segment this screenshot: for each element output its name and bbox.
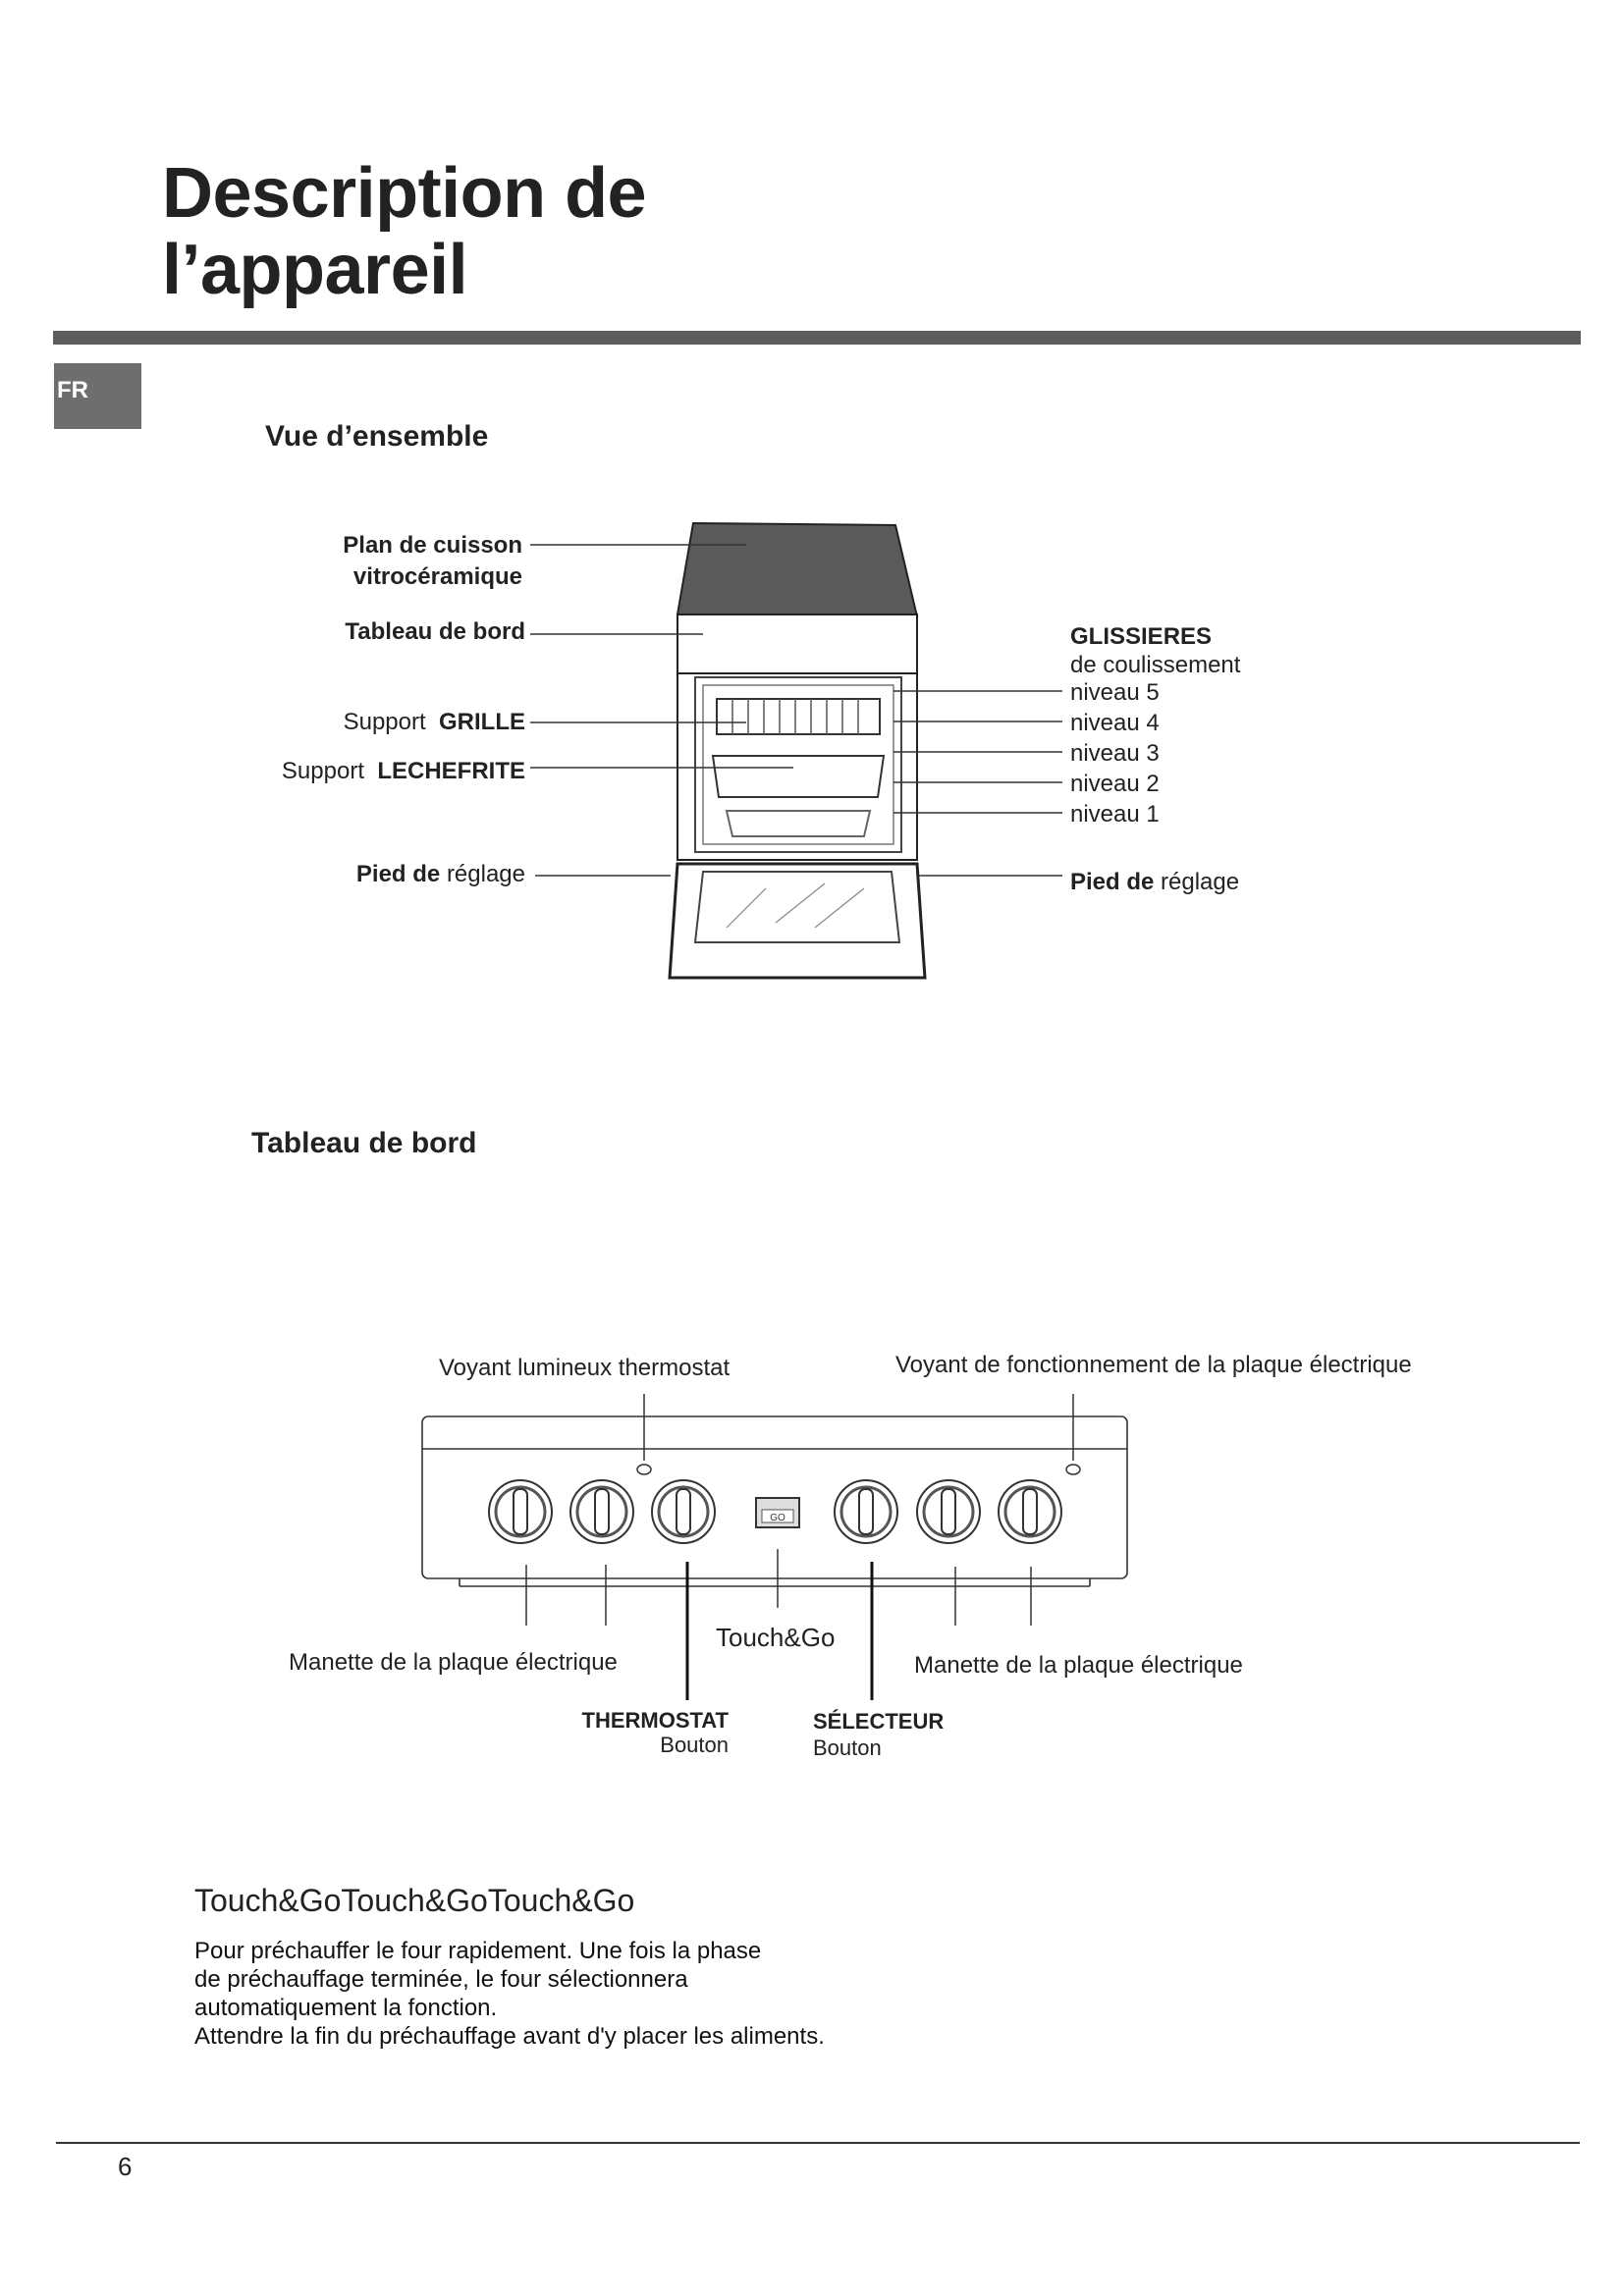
label-foot-left-bold: Pied de [355, 861, 441, 887]
control-panel-heading: Tableau de bord [251, 1127, 477, 1159]
label-selector-sub: Bouton [813, 1735, 882, 1760]
label-level-5: niveau 5 [1070, 679, 1160, 706]
label-glissieres-bold: GLISSIERES [1070, 623, 1213, 650]
label-selector-bold: SÉLECTEUR [813, 1709, 945, 1734]
language-tab-label: FR [57, 377, 88, 403]
page-title-line1: Description de [162, 154, 647, 233]
label-foot-right-rest: réglage [1161, 869, 1240, 895]
footer-divider [56, 2142, 1580, 2144]
label-level-4: niveau 4 [1070, 710, 1160, 736]
label-hotplate-light: Voyant de fonctionnement de la plaque électrique [895, 1352, 1412, 1378]
thermostat-indicator-light [637, 1465, 651, 1474]
page-title-line2: l’appareil [162, 231, 468, 309]
knob-hotplate-2 [570, 1480, 633, 1543]
knob-thermostat [652, 1480, 715, 1543]
label-level-3: niveau 3 [1070, 740, 1160, 767]
label-cooktop-line1: Plan de cuisson [343, 532, 522, 559]
hotplate-indicator-light [1066, 1465, 1080, 1474]
label-grille-prefix: Support [343, 709, 426, 735]
touch-go-heading: Touch&GoTouch&GoTouch&Go [194, 1883, 635, 1918]
label-thermostat [511, 1708, 729, 1757]
label-control-panel-text: Tableau de bord [345, 618, 525, 645]
touch-go-button-text: GO [770, 1513, 785, 1523]
overview-heading: Vue d’ensemble [265, 420, 489, 453]
touch-go-line-1: Pour préchauffer le four rapidement. Une fois la phase [194, 1938, 762, 1964]
touch-go-description [194, 1937, 825, 2051]
knob-hotplate-1 [489, 1480, 552, 1543]
label-thermostat-light: Voyant lumineux thermostat [439, 1355, 731, 1381]
label-foot-left-rest: réglage [446, 861, 525, 887]
label-glissieres-sub: de coulissement [1070, 652, 1241, 678]
label-hotplate-knob-right: Manette de la plaque électrique [914, 1652, 1243, 1679]
knob-selector [835, 1480, 897, 1543]
label-grille-bold: GRILLE [439, 709, 525, 735]
label-hotplate-knob-left: Manette de la plaque électrique [289, 1649, 618, 1676]
label-lechefrite-prefix: Support [281, 758, 364, 784]
label-touch-go: Touch&Go [716, 1623, 836, 1652]
knob-hotplate-4 [999, 1480, 1061, 1543]
touch-go-line-2: de préchauffage terminée, le four sélectionnera [194, 1966, 688, 1993]
touch-go-line-4: Attendre la fin du préchauffage avant d'y placer les aliments. [194, 2023, 825, 2050]
label-foot-right-bold: Pied de [1070, 869, 1155, 895]
label-level-2: niveau 2 [1070, 771, 1160, 797]
label-selector [813, 1708, 944, 1761]
label-thermostat-sub: Bouton [660, 1733, 729, 1757]
label-level-1: niveau 1 [1070, 801, 1160, 828]
page-number: 6 [118, 2152, 133, 2181]
touch-go-line-3: automatiquement la fonction. [194, 1995, 498, 2021]
label-cooktop-line2: vitrocéramique [352, 563, 522, 590]
label-lechefrite-bold: LECHEFRITE [377, 758, 525, 784]
knob-hotplate-3 [917, 1480, 980, 1543]
label-thermostat-bold: THERMOSTAT [581, 1708, 729, 1733]
